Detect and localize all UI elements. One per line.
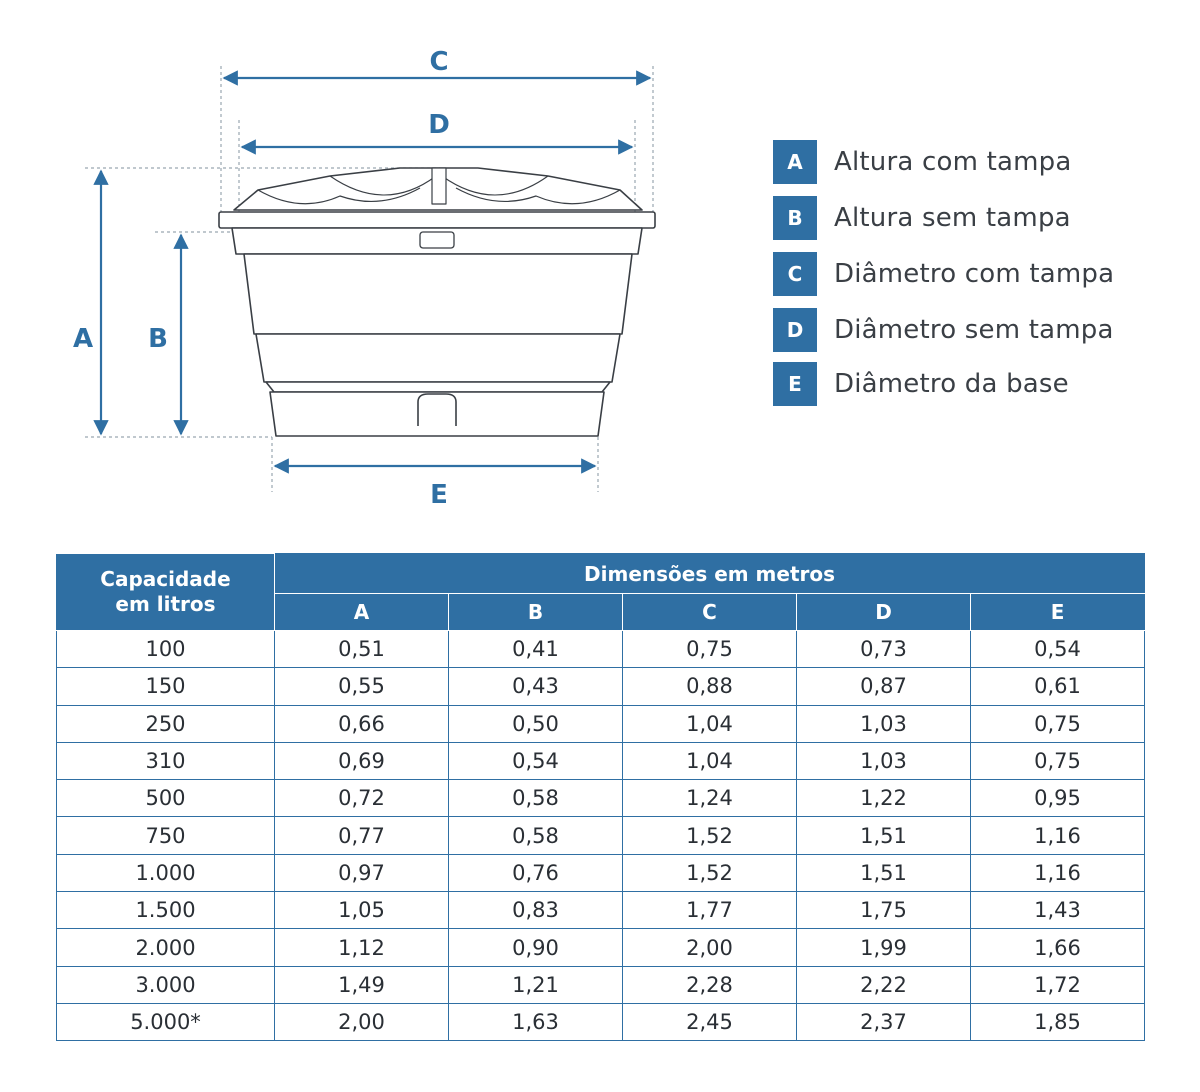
dimension-cell-b: 0,83 xyxy=(449,892,623,929)
dimension-d-label: D xyxy=(428,110,450,140)
capacity-cell: 310 xyxy=(57,742,275,779)
table-row xyxy=(57,854,1145,891)
dimension-cell-a: 1,12 xyxy=(275,929,449,966)
dimension-cell-a: 0,69 xyxy=(275,742,449,779)
dimension-cell-b: 0,54 xyxy=(449,742,623,779)
dimension-cell-a: 0,97 xyxy=(275,854,449,891)
legend-item-e xyxy=(773,362,1069,406)
dimension-b-label: B xyxy=(148,324,168,354)
legend-text-e: Diâmetro da base xyxy=(834,369,1069,399)
dimension-cell-d: 1,99 xyxy=(797,929,971,966)
dimension-cell-d: 1,75 xyxy=(797,892,971,929)
column-header-b: B xyxy=(449,594,623,631)
legend-text-d: Diâmetro sem tampa xyxy=(834,315,1114,345)
legend-badge-e: E xyxy=(773,362,817,406)
table-row xyxy=(57,631,1145,668)
dimension-cell-a: 0,66 xyxy=(275,705,449,742)
dimension-cell-a: 1,05 xyxy=(275,892,449,929)
dimension-cell-e: 0,75 xyxy=(971,705,1145,742)
dimension-cell-b: 0,58 xyxy=(449,817,623,854)
dimensions-table-wrapper xyxy=(56,553,1144,1041)
dimension-cell-d: 1,51 xyxy=(797,854,971,891)
dimension-a-label: A xyxy=(72,324,94,354)
dimension-cell-c: 2,28 xyxy=(623,966,797,1003)
dimension-cell-d: 1,51 xyxy=(797,817,971,854)
dimension-cell-e: 0,95 xyxy=(971,780,1145,817)
dimension-cell-e: 1,16 xyxy=(971,854,1145,891)
capacity-cell: 3.000 xyxy=(57,966,275,1003)
capacity-cell: 500 xyxy=(57,780,275,817)
legend-item-d xyxy=(773,308,1114,352)
table-row xyxy=(57,780,1145,817)
dimension-cell-e: 0,75 xyxy=(971,742,1145,779)
dimension-cell-a: 1,49 xyxy=(275,966,449,1003)
dimension-cell-a: 0,77 xyxy=(275,817,449,854)
dimension-cell-c: 0,75 xyxy=(623,631,797,668)
capacity-cell: 1.500 xyxy=(57,892,275,929)
legend-badge-d: D xyxy=(773,308,817,352)
legend-text-c: Diâmetro com tampa xyxy=(834,259,1115,289)
dimension-cell-b: 0,76 xyxy=(449,854,623,891)
legend-text-a: Altura com tampa xyxy=(834,147,1072,177)
dimension-cell-a: 0,72 xyxy=(275,780,449,817)
dimension-cell-c: 1,52 xyxy=(623,854,797,891)
column-header-c: C xyxy=(623,594,797,631)
legend-item-b xyxy=(773,196,1071,240)
column-header-d: D xyxy=(797,594,971,631)
dimension-e-label: E xyxy=(430,480,448,510)
column-header-e: E xyxy=(971,594,1145,631)
dimension-cell-e: 1,85 xyxy=(971,1003,1145,1040)
dimension-cell-c: 1,52 xyxy=(623,817,797,854)
dimension-cell-d: 2,22 xyxy=(797,966,971,1003)
dimension-cell-c: 1,77 xyxy=(623,892,797,929)
column-header-a: A xyxy=(275,594,449,631)
dimension-cell-b: 0,90 xyxy=(449,929,623,966)
capacity-cell: 2.000 xyxy=(57,929,275,966)
capacity-cell: 150 xyxy=(57,668,275,705)
table-row xyxy=(57,929,1145,966)
dimension-cell-c: 0,88 xyxy=(623,668,797,705)
capacity-header-line-2: em litros xyxy=(115,592,216,616)
table-row xyxy=(57,817,1145,854)
table-row xyxy=(57,1003,1145,1040)
capacity-cell: 100 xyxy=(57,631,275,668)
dimensions-header: Dimensões em metros xyxy=(275,554,1145,594)
dimension-cell-b: 1,21 xyxy=(449,966,623,1003)
dimension-cell-b: 0,50 xyxy=(449,705,623,742)
table-row xyxy=(57,668,1145,705)
capacity-header-line-1: Capacidade xyxy=(100,567,231,591)
legend-badge-c: C xyxy=(773,252,817,296)
dimension-cell-e: 1,66 xyxy=(971,929,1145,966)
capacity-cell: 250 xyxy=(57,705,275,742)
dimension-cell-d: 1,22 xyxy=(797,780,971,817)
capacity-cell: 1.000 xyxy=(57,854,275,891)
tank-drawing xyxy=(219,168,655,436)
table-row xyxy=(57,966,1145,1003)
legend-badge-b: B xyxy=(773,196,817,240)
dimension-cell-d: 0,73 xyxy=(797,631,971,668)
legend-text-b: Altura sem tampa xyxy=(834,203,1071,233)
capacity-header xyxy=(57,554,275,631)
dimension-cell-c: 1,04 xyxy=(623,705,797,742)
dimension-cell-a: 0,51 xyxy=(275,631,449,668)
dimension-cell-e: 1,43 xyxy=(971,892,1145,929)
table-row xyxy=(57,705,1145,742)
dimension-cell-c: 1,04 xyxy=(623,742,797,779)
dimension-cell-d: 1,03 xyxy=(797,705,971,742)
dimension-cell-c: 2,45 xyxy=(623,1003,797,1040)
dimension-cell-b: 0,43 xyxy=(449,668,623,705)
dimension-cell-e: 0,54 xyxy=(971,631,1145,668)
dimension-cell-d: 2,37 xyxy=(797,1003,971,1040)
dimension-cell-a: 0,55 xyxy=(275,668,449,705)
table-body xyxy=(57,631,1145,1041)
dimension-cell-b: 1,63 xyxy=(449,1003,623,1040)
dimension-cell-e: 0,61 xyxy=(971,668,1145,705)
dimension-cell-c: 1,24 xyxy=(623,780,797,817)
legend-item-c xyxy=(773,252,1114,296)
capacity-cell: 750 xyxy=(57,817,275,854)
dimension-cell-d: 0,87 xyxy=(797,668,971,705)
dimension-cell-e: 1,16 xyxy=(971,817,1145,854)
capacity-cell: 5.000* xyxy=(57,1003,275,1040)
legend-item-a xyxy=(773,140,1071,184)
dimensions-table xyxy=(56,553,1145,1041)
dimension-cell-b: 0,58 xyxy=(449,780,623,817)
table-row xyxy=(57,742,1145,779)
dimension-cell-e: 1,72 xyxy=(971,966,1145,1003)
dimension-cell-a: 2,00 xyxy=(275,1003,449,1040)
dimension-cell-b: 0,41 xyxy=(449,631,623,668)
dimension-c-label: C xyxy=(429,47,449,77)
legend-badge-a: A xyxy=(773,140,817,184)
table-row xyxy=(57,892,1145,929)
dimension-cell-c: 2,00 xyxy=(623,929,797,966)
dimension-cell-d: 1,03 xyxy=(797,742,971,779)
